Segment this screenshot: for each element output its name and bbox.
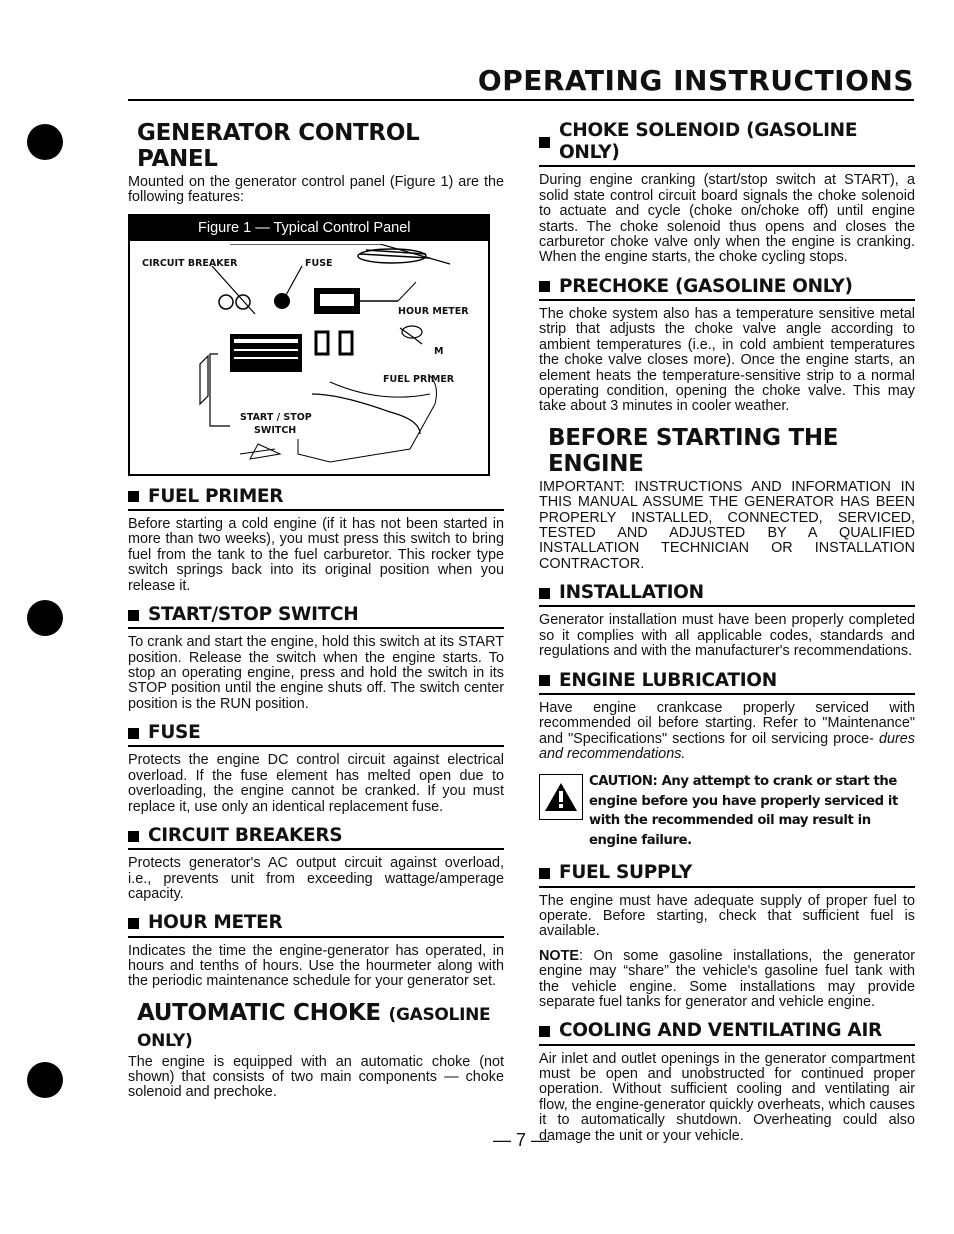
automatic-choke-heading bbox=[137, 1000, 504, 1053]
start-stop-section bbox=[128, 604, 504, 712]
caution-icon-box bbox=[539, 774, 583, 820]
fuel-supply-note bbox=[539, 949, 915, 1011]
label-switch: SWITCH bbox=[254, 424, 297, 436]
circuit-breakers-section bbox=[128, 825, 504, 902]
binder-hole-top bbox=[27, 124, 63, 160]
right-column bbox=[539, 120, 915, 1154]
label-fuel-primer: FUEL PRIMER bbox=[383, 373, 455, 385]
engine-lubrication-text bbox=[539, 701, 915, 763]
label-m: M bbox=[434, 345, 444, 357]
bullet-square-icon bbox=[539, 137, 550, 148]
warning-triangle-icon bbox=[544, 781, 578, 813]
choke-solenoid-section bbox=[539, 120, 915, 266]
before-starting-text: IMPORTANT: INSTRUCTIONS AND INFORMATION IN THIS MANUAL ASSUME THE GENERATOR HAS BEEN PROPERLY INSTALLED, CONNECTED, SERVICED, TESTED AND ADJUSTED BY A QUALIFIED INSTALLATION TECHNICIAN OR INSTALLATION CONTRACTOR. bbox=[539, 478, 915, 572]
fuse-section bbox=[128, 722, 504, 815]
circuit-breakers-heading-text: CIRCUIT BREAKERS bbox=[148, 824, 343, 846]
circuit-breakers-heading bbox=[128, 825, 504, 850]
before-starting-section bbox=[539, 425, 915, 572]
left-column bbox=[128, 120, 504, 1111]
fuse-heading-text: FUSE bbox=[148, 722, 201, 744]
bullet-square-icon bbox=[539, 1026, 550, 1037]
automatic-choke-text: The engine is equipped with an automatic choke (not shown) that consists of two main components — choke solenoid and prechoke. bbox=[128, 1053, 504, 1101]
automatic-choke-heading-main: AUTOMATIC CHOKE bbox=[137, 999, 381, 1026]
engine-lubrication-text-a: Have engine crankcase properly serviced with recommended oil before starting. Refer to "Maintenance" and "Specifications" sections for oil servicing proce- bbox=[539, 699, 915, 747]
note-text: : On some gasoline installations, the generator engine may “share” the vehicle's gasoline fuel tank with the vehicle engine. Some installations may provide separate fuel tanks for generator and vehicle engine. bbox=[539, 947, 915, 1010]
start-stop-heading-text: START/STOP SWITCH bbox=[148, 603, 359, 625]
fuel-supply-heading-text: FUEL SUPPLY bbox=[559, 862, 692, 884]
caution-block bbox=[539, 772, 915, 850]
prechoke-section bbox=[539, 276, 915, 415]
choke-solenoid-heading bbox=[539, 120, 915, 167]
cooling-section bbox=[539, 1020, 915, 1144]
hour-meter-heading-text: HOUR METER bbox=[148, 912, 283, 934]
installation-heading bbox=[539, 582, 915, 607]
prechoke-heading-text: PRECHOKE (GASOLINE ONLY) bbox=[559, 275, 853, 297]
control-panel-figure bbox=[128, 214, 490, 476]
hour-meter-section bbox=[128, 912, 504, 989]
label-fuse: FUSE bbox=[305, 257, 333, 269]
binder-hole-bottom bbox=[27, 1062, 63, 1098]
generator-control-panel-intro: Mounted on the generator control panel (Figure 1) are the following features: bbox=[128, 173, 504, 206]
before-starting-heading: BEFORE STARTING THE ENGINE bbox=[548, 424, 839, 478]
cooling-heading-text: COOLING AND VENTILATING AIR bbox=[559, 1020, 882, 1042]
engine-lubrication-text-b: dures and recommendations. bbox=[539, 730, 915, 762]
page-title: OPERATING INSTRUCTIONS bbox=[477, 64, 914, 97]
bullet-square-icon bbox=[128, 831, 139, 842]
bullet-square-icon bbox=[128, 610, 139, 621]
fuel-supply-text: The engine must have adequate supply of proper fuel to operate. Before starting, check that sufficient fuel is available. bbox=[539, 892, 915, 940]
bullet-square-icon bbox=[539, 588, 550, 599]
generator-control-panel-heading: GENERATOR CONTROL PANEL bbox=[137, 120, 420, 173]
bullet-square-icon bbox=[128, 918, 139, 929]
prechoke-heading bbox=[539, 276, 915, 301]
choke-solenoid-heading-text: CHOKE SOLENOID (GASOLINE ONLY) bbox=[559, 120, 858, 164]
start-stop-heading bbox=[128, 604, 504, 629]
fuel-supply-heading bbox=[539, 862, 915, 887]
hour-meter-text: Indicates the time the engine-generator has operated, in hours and tenths of hours. Use the hourmeter along with the periodic maintenance schedule for your generator set. bbox=[128, 942, 504, 990]
fuel-primer-heading bbox=[128, 486, 504, 511]
fuel-primer-heading-text: FUEL PRIMER bbox=[148, 485, 284, 507]
bullet-square-icon bbox=[539, 281, 550, 292]
fuel-supply-section bbox=[539, 862, 915, 1010]
hour-meter-heading bbox=[128, 912, 504, 937]
fuse-heading bbox=[128, 722, 504, 747]
engine-lubrication-heading bbox=[539, 670, 915, 695]
prechoke-text: The choke system also has a temperature sensitive metal strip that adjusts the choke valve angle according to ambient temperatures (i.e., in cold ambient temperatures the choke valve closes more). Once the engine starts, an element heats the temperature-sensitive strip to a normal operating condition, opening the choke valve. This may take about 3 minutes in cooler weather. bbox=[539, 306, 915, 415]
page-number: — 7 — bbox=[493, 1130, 550, 1150]
bullet-square-icon bbox=[539, 868, 550, 879]
binder-hole-middle bbox=[27, 600, 63, 636]
bullet-square-icon bbox=[539, 675, 550, 686]
cooling-text: Air inlet and outlet openings in the generator compartment must be open and unobstructed for continued proper operation. Without sufficient cooling and ventilating air flow, the engine-generator quickly overheats, which causes it to automatically shutdown. Overheating could also damage the unit or your vehicle. bbox=[539, 1050, 915, 1144]
caution-text: CAUTION: Any attempt to crank or start the engine before you have properly serviced it with the recommended oil may result in engine failure. bbox=[589, 774, 898, 848]
fuel-primer-text: Before starting a cold engine (if it has not been started in more than two weeks), you must press this switch to bring fuel from the tank to the fuel carburetor. This rocker type switch springs back into its original position when you release it. bbox=[128, 515, 504, 594]
cooling-heading bbox=[539, 1020, 915, 1045]
label-circuit-breaker: CIRCUIT BREAKER bbox=[142, 257, 238, 269]
bullet-square-icon bbox=[128, 491, 139, 502]
note-label: NOTE bbox=[539, 947, 579, 964]
engine-lubrication-section bbox=[539, 670, 915, 763]
choke-solenoid-text: During engine cranking (start/stop switch at START), a solid state control circuit board signals the choke solenoid to actuate and cycle (choke on/choke off) until engine starts. The choke solenoid thus opens and closes the carburetor choke valve only when the engine is cranking. When the engine starts, the choke cycling stops. bbox=[539, 172, 915, 266]
control-panel-illustration bbox=[130, 244, 488, 472]
bullet-square-icon bbox=[128, 728, 139, 739]
title-rule bbox=[128, 99, 914, 101]
installation-heading-text: INSTALLATION bbox=[559, 582, 704, 604]
engine-lubrication-heading-text: ENGINE LUBRICATION bbox=[559, 669, 777, 691]
automatic-choke-heading-small: (GASOLINE ONLY) bbox=[137, 1004, 491, 1052]
start-stop-text: To crank and start the engine, hold this switch at its START position. Release the switch when the engine starts. To stop an operating engine, press and hold the switch in its STOP position until the engine shuts off. The switch center position is the RUN position. bbox=[128, 634, 504, 712]
fuel-primer-section bbox=[128, 486, 504, 594]
automatic-choke-section bbox=[128, 1000, 504, 1101]
installation-text: Generator installation must have been properly completed so it complies with all applicable codes, standards and regulations and with the manufacturer's recommendations. bbox=[539, 612, 915, 660]
fuse-text: Protects the engine DC control circuit against electrical overload. If the fuse element has melted open due to overloading, the engine cannot be cranked. If you must replace it, use only an identical replacement fuse. bbox=[128, 752, 504, 815]
circuit-breakers-text: Protects generator's AC output circuit against overload, i.e., prevents unit from exceeding wattage/amperage capacity. bbox=[128, 855, 504, 902]
label-hour-meter: HOUR METER bbox=[398, 305, 469, 317]
label-start-stop: START / STOP bbox=[240, 411, 312, 423]
installation-section bbox=[539, 582, 915, 659]
figure-caption: Figure 1 — Typical Control Panel bbox=[130, 216, 488, 241]
